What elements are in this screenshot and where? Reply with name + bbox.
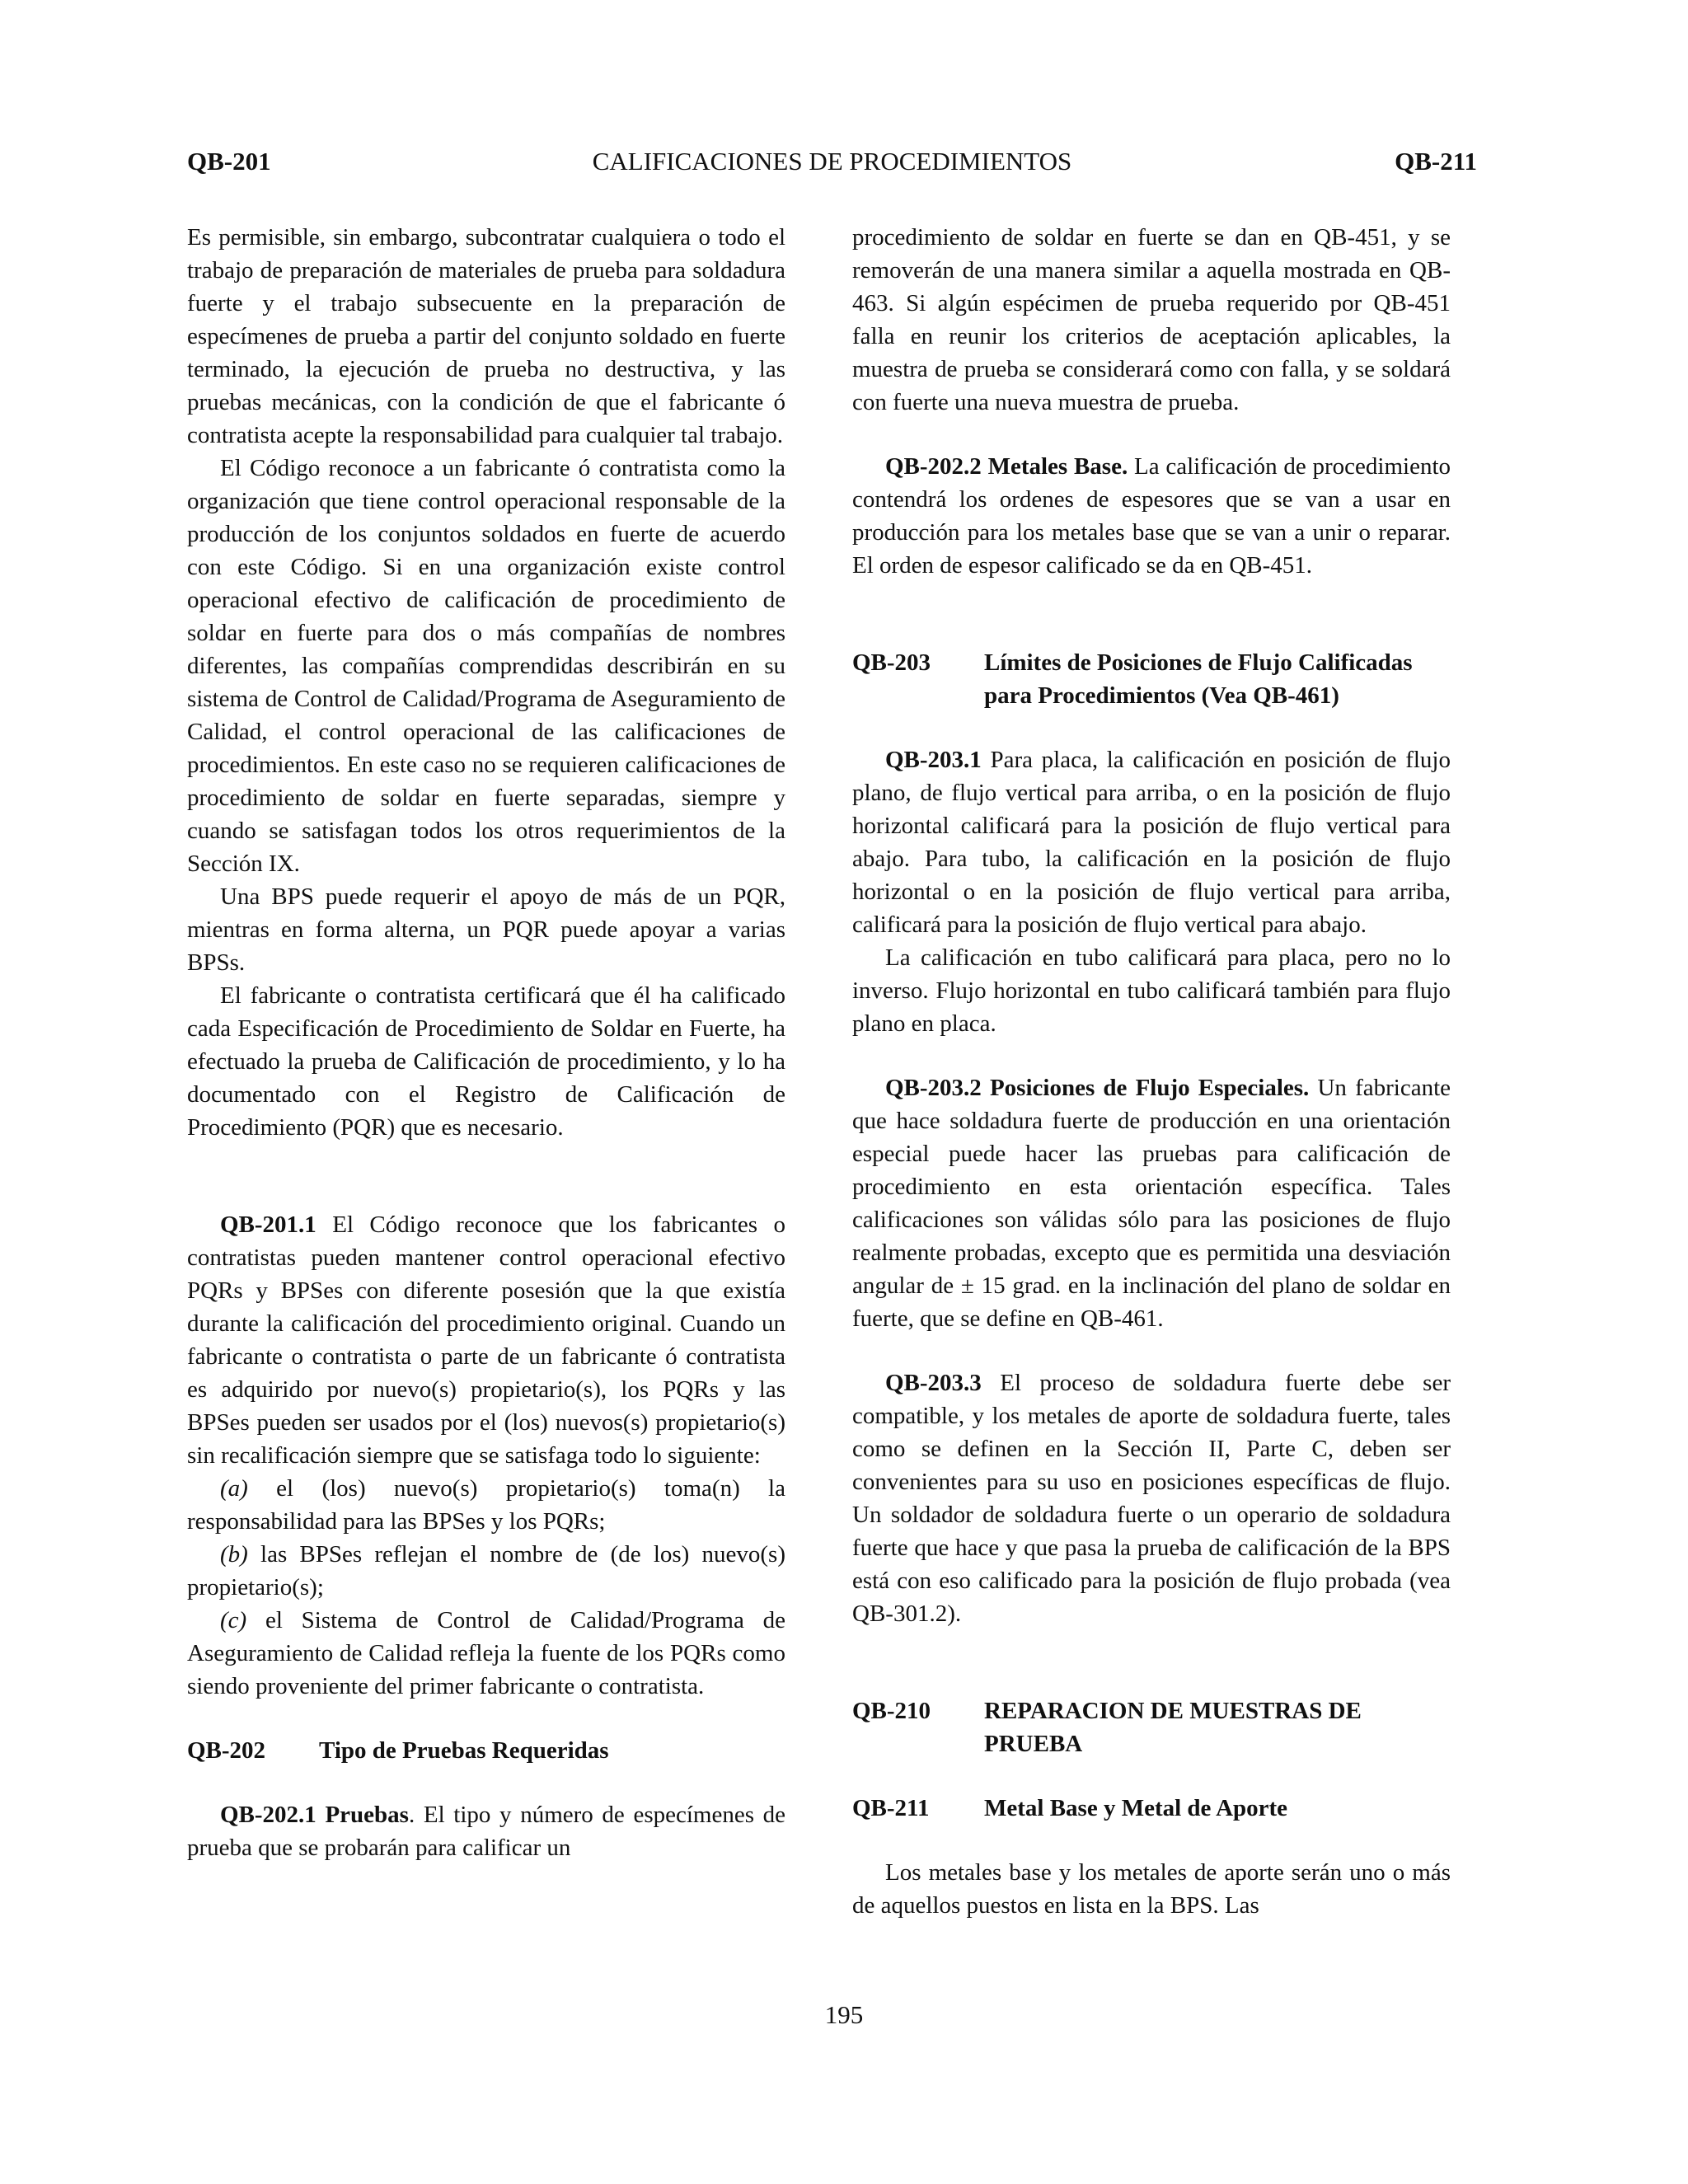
heading-qb-210	[852, 1694, 1451, 1760]
section-qb-203-1-text: Para placa, la calificación en posición de flujo plano, de flujo vertical para arriba, o en la posición de flujo horizontal calificará para la posición de flujo vertical para abajo. Para tubo, la calificación en la posición de flujo horizontal o en la posición de flujo vertical para arriba, calificará para la posición de flujo vertical para abajo.	[852, 747, 1451, 938]
section-qb-203-2-text: Un fabricante que hace soldadura fuerte de producción en una orientación especial puede hacer las pruebas para calificación de procedimiento en esta orientación específica. Tales calificaciones son válidas sólo para las posiciones de flujo realmente probadas, excepto que es permitida una desviación angular de ± 15 grad. en la inclinación del plano de soldar en fuerte, que se define en QB-461.	[852, 1075, 1451, 1332]
heading-qb-203-number: QB-203	[852, 649, 931, 676]
list-item-c-label: (c)	[220, 1607, 247, 1633]
page-number: 195	[824, 2000, 864, 2029]
header-right-code: QB-211	[1395, 147, 1477, 176]
section-qb-203-1-lead: QB-203.1	[885, 747, 982, 773]
heading-qb-211-number: QB-211	[852, 1795, 930, 1821]
paragraph-metales-base: Los metales base y los metales de aporte serán uno o más de aquellos puestos en lista en la BPS. Las	[852, 1859, 1451, 1919]
section-qb-203-3	[852, 1366, 1451, 1630]
section-qb-203-2-lead: QB-203.2 Posiciones de Flujo Especiales.	[885, 1075, 1310, 1101]
section-qb-202-2-text: La calificación de procedimiento contendrá los ordenes de espesores que se van a usar en producción para los metales base que se van a unir o reparar. El orden de espesor calificado se da en QB-451.	[852, 453, 1451, 579]
paragraph-bps-pqr: Una BPS puede requerir el apoyo de más de un PQR, mientras en forma alterna, un PQR puede apoyar a varias BPSs.	[187, 883, 785, 976]
left-column	[187, 221, 785, 1864]
right-column	[852, 221, 1451, 1922]
section-qb-201-1-text: El Código reconoce que los fabricantes o contratistas pueden mantener control operacional efectivo PQRs y BPSes con diferente posesión que la que existía durante la calificación del procedimiento original. Cuando un fabricante o contratista o parte de un fabricante ó contratista es adquirido por nuevo(s) propietario(s), los PQRs y las BPSes pueden ser usados por el (los) nuevos(s) propietario(s) sin recalificación siempre que se satisfaga todo lo siguiente:	[187, 1212, 785, 1469]
section-qb-201-1	[187, 1208, 785, 1472]
section-qb-202-1-lead: QB-202.1 Pruebas	[220, 1802, 409, 1828]
section-qb-203-2	[852, 1071, 1451, 1335]
section-qb-202-1	[187, 1798, 785, 1864]
section-qb-201-1-lead: QB-201.1	[220, 1212, 316, 1238]
heading-qb-202	[187, 1734, 785, 1767]
list-item-c	[187, 1604, 785, 1703]
section-qb-203-3-text: El proceso de soldadura fuerte debe ser compatible, y los metales de aporte de soldadura fuerte, tales como se definen en la Sección II, Parte C, deben ser convenientes para su uso en posiciones específicas de flujo. Un soldador de soldadura fuerte o un operario de soldadura fuerte que hace y que pasa la prueba de calificación de la BPS está con eso calificado para la posición de flujo probada (vea QB-301.2).	[852, 1370, 1451, 1627]
heading-qb-210-title: REPARACION DE MUESTRAS DE PRUEBA	[984, 1698, 1362, 1757]
list-item-a-text: el (los) nuevo(s) propietario(s) toma(n) la responsabilidad para las BPSes y los PQRs;	[187, 1475, 785, 1535]
paragraph-continuation: procedimiento de soldar en fuerte se dan en QB-451, y se removerán de una manera similar a aquella mostrada en QB-463. Si algún espécimen de prueba requerido por QB-451 falla en reunir los criterios de aceptación aplicables, la muestra de prueba se considerará como con falla, y se soldará con fuerte una nueva muestra de prueba.	[852, 224, 1451, 415]
section-qb-203-1	[852, 743, 1451, 941]
section-qb-202-2-lead: QB-202.2 Metales Base.	[885, 453, 1128, 480]
list-item-b-text: las BPSes reflejan el nombre de (de los) nuevo(s) propietario(s);	[187, 1541, 785, 1601]
list-item-b-label: (b)	[220, 1541, 248, 1568]
heading-qb-211-title: Metal Base y Metal de Aporte	[984, 1795, 1288, 1821]
list-item-a-label: (a)	[220, 1475, 248, 1502]
list-item-a	[187, 1472, 785, 1538]
running-header	[187, 145, 1477, 181]
header-left-code: QB-201	[187, 147, 271, 176]
section-qb-202-1-text: . El tipo y número de especímenes de prueba que se probarán para calificar un	[187, 1802, 786, 1861]
section-qb-203-3-lead: QB-203.3	[885, 1370, 982, 1396]
paragraph-tubo-placa: La calificación en tubo calificará para placa, pero no lo inverso. Flujo horizontal en tubo calificará también para flujo plano en placa.	[852, 944, 1451, 1037]
heading-qb-203	[852, 646, 1451, 712]
heading-qb-203-title: Límites de Posiciones de Flujo Calificadas para Procedimientos (Vea QB-461)	[984, 649, 1413, 709]
section-qb-202-2	[852, 450, 1451, 582]
heading-qb-202-title: Tipo de Pruebas Requeridas	[319, 1737, 609, 1764]
paragraph-subcontract: Es permisible, sin embargo, subcontratar cualquiera o todo el trabajo de preparación de materiales de prueba para soldadura fuerte y el trabajo subsecuente en la preparación de especímenes de prueba a partir del conjunto soldado en fuerte terminado, la ejecución de prueba no destructiva, y las pruebas mecánicas, con la condición de que el fabricante ó contratista acepte la responsabilidad para cualquier tal trabajo.	[187, 224, 785, 448]
header-title: CALIFICACIONES DE PROCEDIMIENTOS	[592, 147, 1072, 176]
heading-qb-210-number: QB-210	[852, 1698, 931, 1724]
paragraph-operational-control: El Código reconoce a un fabricante ó contratista como la organización que tiene control operacional responsable de la producción de los conjuntos soldados en fuerte de acuerdo con este Código. Si en una organización existe control operacional efectivo de calificación de procedimiento de soldar en fuerte para dos o más compañías de nombres diferentes, las compañías comprendidas describirán en su sistema de Control de Calidad/Programa de Aseguramiento de Calidad, el control operacional de las calificaciones de procedimientos. En este caso no se requieren calificaciones de procedimiento de soldar en fuerte separadas, siempre y cuando se satisfagan todos los otros requerimientos de la Sección IX.	[187, 455, 785, 877]
list-item-b	[187, 1538, 785, 1604]
heading-qb-211	[852, 1792, 1451, 1825]
paragraph-certification: El fabricante o contratista certificará que él ha calificado cada Especificación de Procedimiento de Soldar en Fuerte, ha efectuado la prueba de Calificación de procedimiento, y lo ha documentado con el Registro de Calificación de Procedimiento (PQR) que es necesario.	[187, 982, 785, 1141]
heading-qb-202-number: QB-202	[187, 1737, 266, 1764]
list-item-c-text: el Sistema de Control de Calidad/Programa de Aseguramiento de Calidad refleja la fuente de los PQRs como siendo proveniente del primer fabricante o contratista.	[187, 1607, 785, 1699]
